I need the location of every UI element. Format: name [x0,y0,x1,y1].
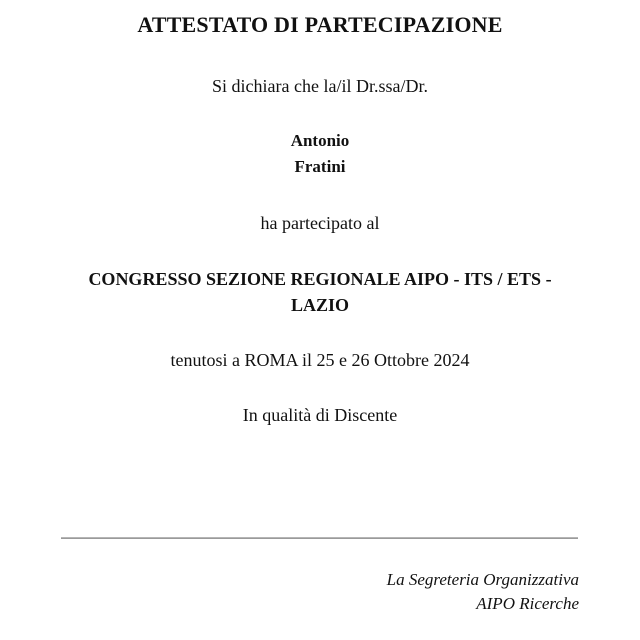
event-name-line-2: LAZIO [290,295,350,315]
signature-line-1: La Segreteria Organizzativa [386,570,579,589]
participation-text: ha partecipato al [260,213,380,233]
declaration-intro: Si dichiara che la/il Dr.ssa/Dr. [212,76,428,96]
event-name-line-1: CONGRESSO SEZIONE REGIONALE AIPO - ITS / ETS - [88,269,552,289]
signature-divider [61,537,578,539]
participant-last-name: Fratini [294,157,346,176]
signature-line-2: AIPO Ricerche [476,594,579,613]
participant-first-name: Antonio [290,131,350,150]
event-dates: tenutosi a ROMA il 25 e 26 Ottobre 2024 [170,350,470,370]
certificate-title: ATTESTATO DI PARTECIPAZIONE [137,12,503,37]
participant-role: In qualità di Discente [242,405,398,425]
